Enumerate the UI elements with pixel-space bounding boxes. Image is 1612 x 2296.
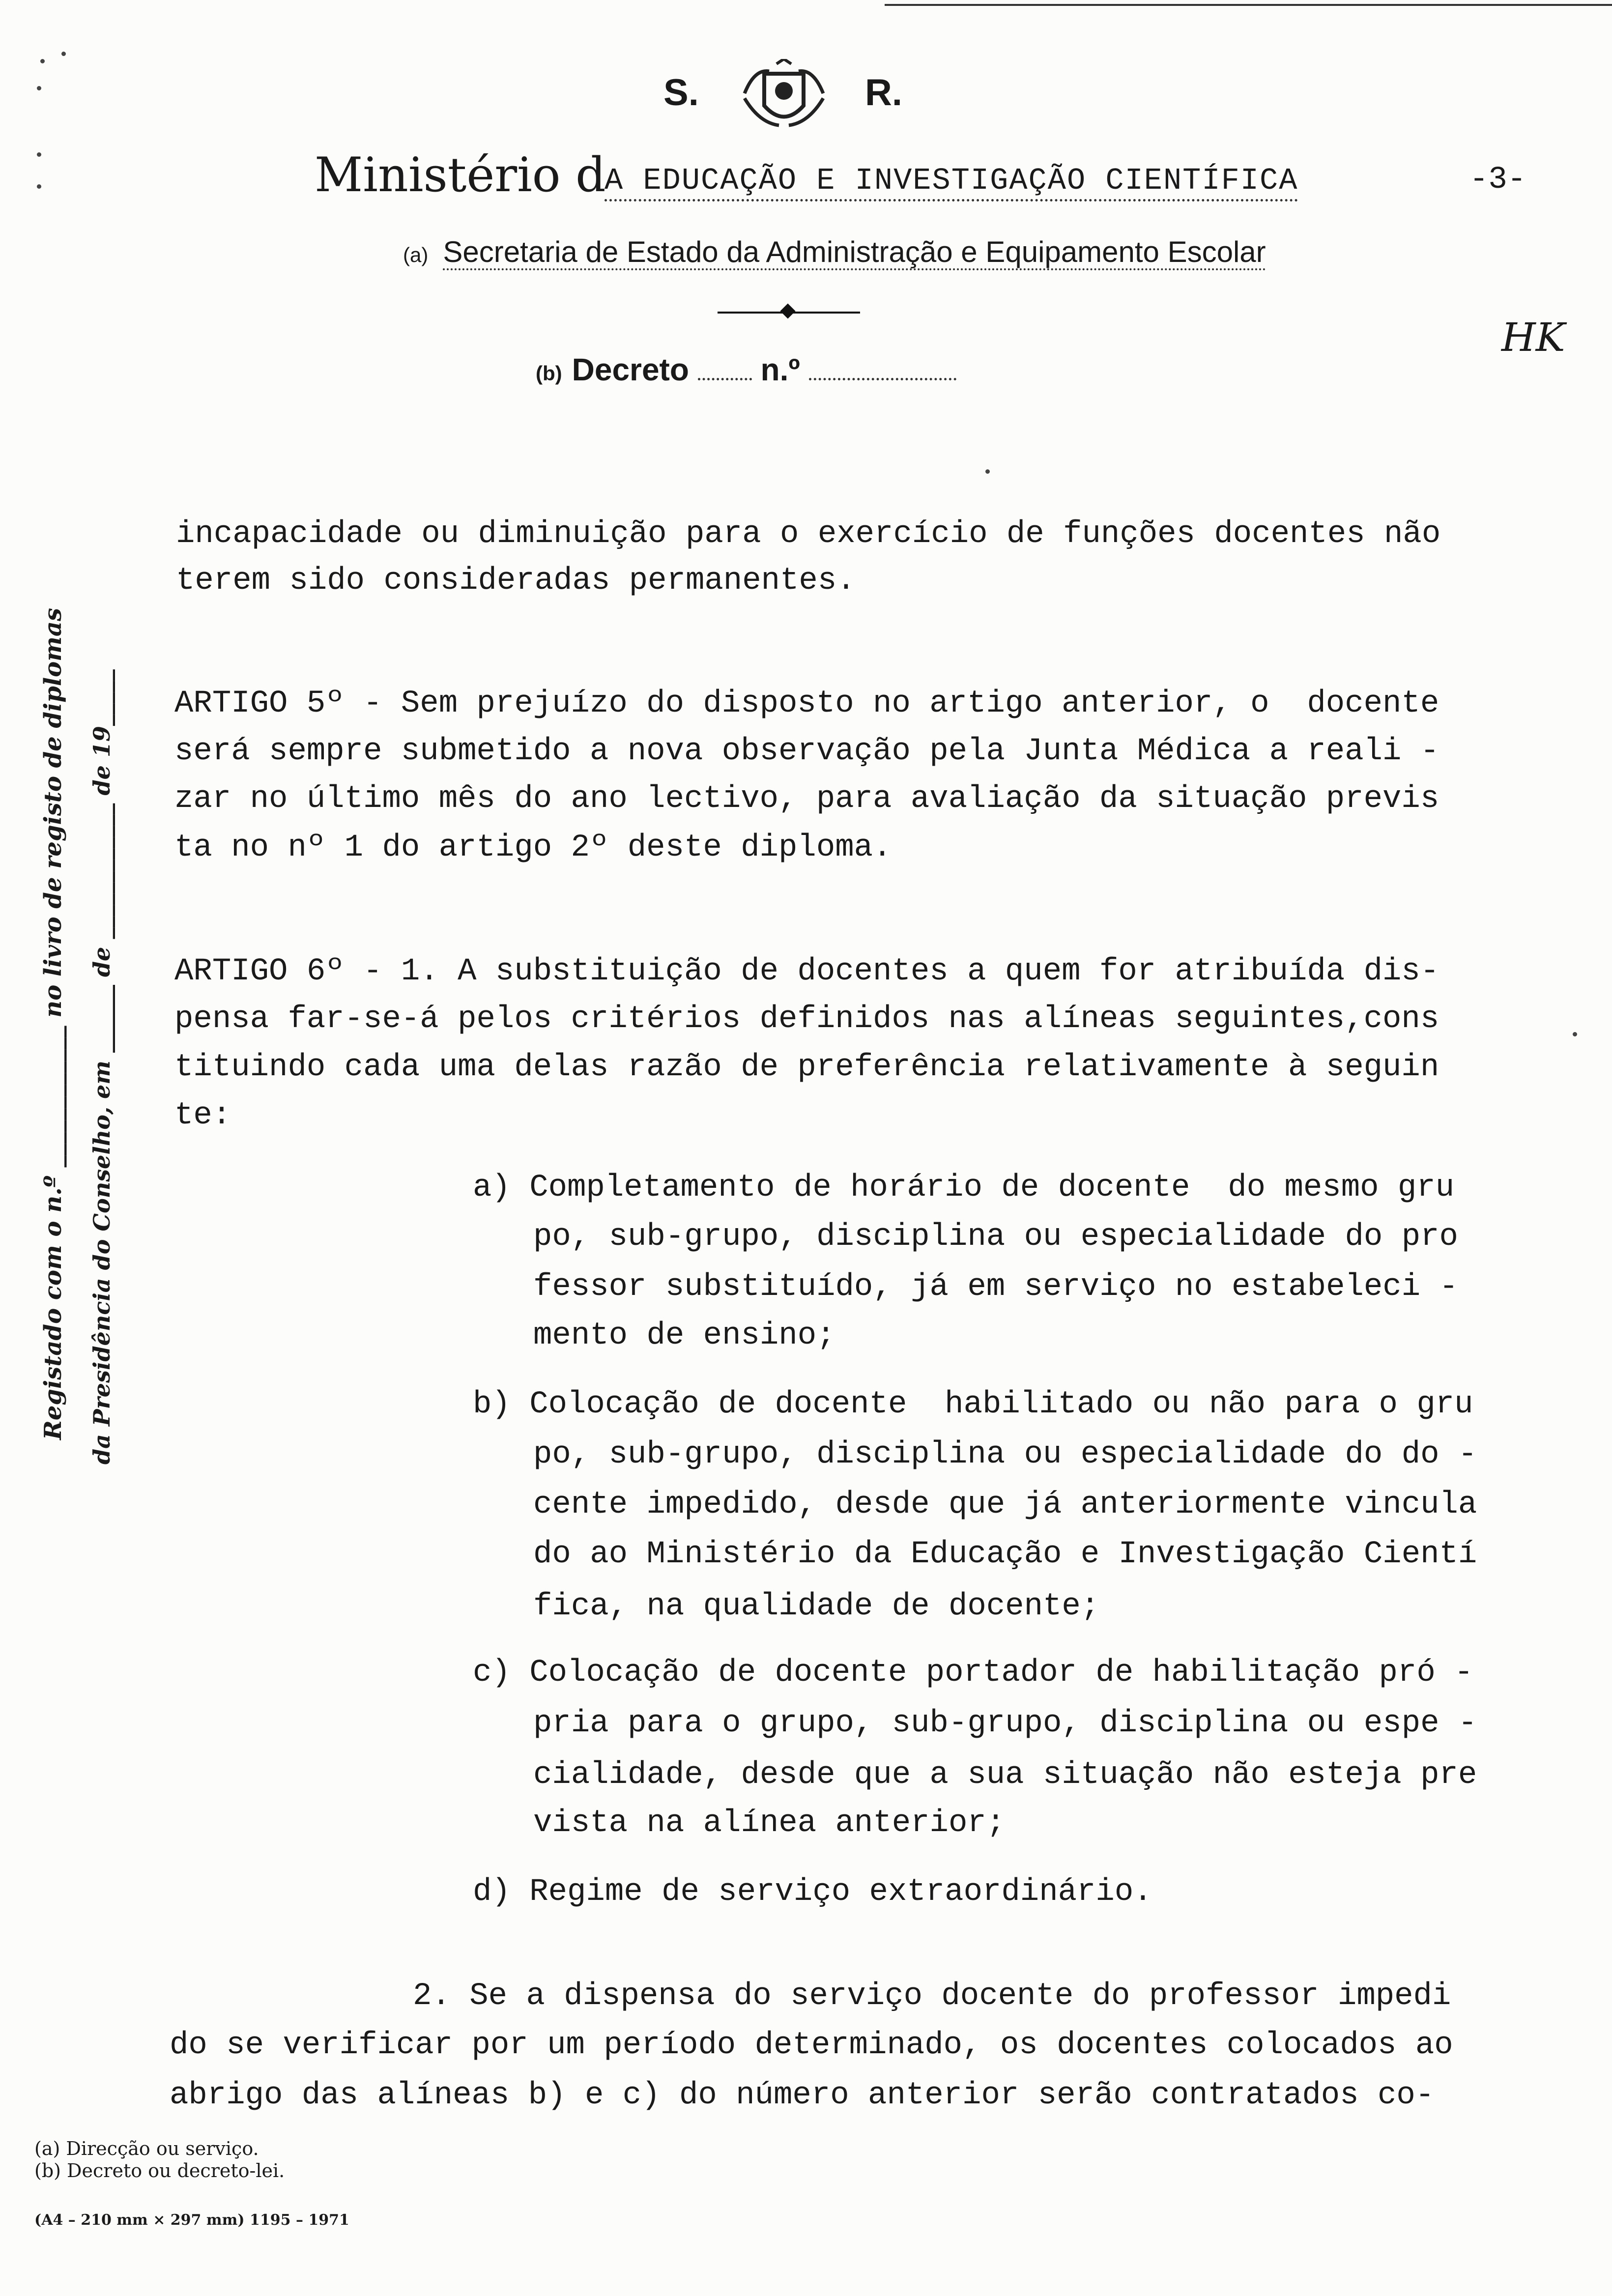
text-line: mento de ensino; [533, 1318, 835, 1353]
list-item-b: b) Colocação de docente habilitado ou não para o gru [473, 1387, 1473, 1422]
list-item-c: c) Colocação de docente portador de habilitação pró - [473, 1655, 1473, 1691]
scan-speck [40, 59, 45, 63]
text-line: po, sub-grupo, disciplina ou especialidade do do - [533, 1437, 1477, 1472]
text-line: terem sido consideradas permanentes. [176, 563, 856, 599]
decreto-word: Decreto [572, 352, 689, 387]
scan-speck [985, 469, 990, 474]
right-letter: R. [865, 72, 902, 114]
text-line: pria para o grupo, sub-grupo, disciplina ou espe - [533, 1706, 1477, 1741]
decreto-blank [698, 378, 752, 380]
numero-blank [809, 378, 956, 380]
secretaria-label: (a) [403, 243, 429, 266]
secretaria-line [403, 235, 1266, 269]
scan-speck [61, 52, 66, 56]
ministry-word: Ministério d [315, 147, 606, 202]
handwritten-initials: HK [1501, 315, 1565, 360]
ministry-name: A EDUCAÇÃO E INVESTIGAÇÃO CIENTÍFICA [604, 163, 1298, 201]
page-number: -3- [1469, 162, 1526, 198]
ministry-heading [315, 147, 1445, 211]
list-item-d: d) Regime de serviço extraordinário. [473, 1874, 1152, 1910]
decreto-line [536, 351, 956, 388]
text-line: cialidade, desde que a sua situação não esteja pre [533, 1757, 1477, 1793]
text-line: zar no último mês do ano lectivo, para avaliação da situação previs [174, 781, 1439, 817]
text-line: incapacidade ou diminuição para o exercício de funções docentes não [176, 517, 1441, 552]
top-rule [885, 4, 1612, 6]
text-line: ARTIGO 6º - 1. A substituição de docentes a quem for atribuída dis- [174, 954, 1439, 989]
text-line: do se verificar por um período determinado, os docentes colocados ao [170, 2028, 1453, 2063]
divider-diamond-icon [780, 303, 795, 318]
letterhead-emblem [649, 59, 924, 133]
side-note-line-1: Registado com o n.º ____________ no livro de registo de diplomas [39, 607, 67, 1440]
text-line: po, sub-grupo, disciplina ou especialidade do pro [533, 1219, 1458, 1255]
decreto-label: (b) [536, 362, 562, 385]
text-line: fessor substituído, já em serviço no estabeleci - [533, 1269, 1458, 1305]
text-line: cente impedido, desde que já anteriormente vincula [533, 1487, 1477, 1522]
text-line: pensa far-se-á pelos critérios definidos nas alíneas seguintes,cons [174, 1002, 1439, 1037]
footnote-b: (b) Decreto ou decreto-lei. [34, 2160, 285, 2181]
secretaria-name: Secretaria de Estado da Administração e Equipamento Escolar [443, 235, 1266, 270]
coat-of-arms-icon [735, 59, 833, 133]
footnote-a: (a) Direcção ou serviço. [34, 2138, 259, 2159]
text-line: abrigo das alíneas b) e c) do número anterior serão contratados co- [170, 2078, 1435, 2113]
scan-speck [37, 152, 41, 157]
scan-speck [1573, 1032, 1577, 1036]
text-line: tituindo cada uma delas razão de preferência relativamente à seguin [174, 1050, 1439, 1085]
text-line: será sempre submetido a nova observação pela Junta Médica a reali - [174, 734, 1439, 769]
text-line: fica, na qualidade de docente; [533, 1589, 1100, 1624]
text-line: 2. Se a dispensa do serviço docente do professor impedi [413, 1979, 1451, 2014]
scan-speck [37, 86, 41, 90]
scan-speck [37, 184, 41, 189]
list-item-a: a) Completamento de horário de docente do mesmo gru [473, 1170, 1455, 1205]
text-line: ARTIGO 5º - Sem prejuízo do disposto no artigo anterior, o docente [174, 686, 1439, 721]
side-note-line-2: da Presidência do Conselho, em ______ de ____________ de 19_____ [88, 669, 115, 1464]
text-line: do ao Ministério da Educação e Investigação Cientí [533, 1537, 1477, 1572]
text-line: te: [174, 1098, 231, 1133]
left-letter: S. [663, 72, 699, 114]
print-note: (A4 – 210 mm × 297 mm) 1195 – 1971 [34, 2211, 349, 2229]
numero-label: n.º [760, 352, 800, 387]
text-line: ta no nº 1 do artigo 2º deste diploma. [174, 830, 892, 865]
text-line: vista na alínea anterior; [533, 1806, 1006, 1841]
